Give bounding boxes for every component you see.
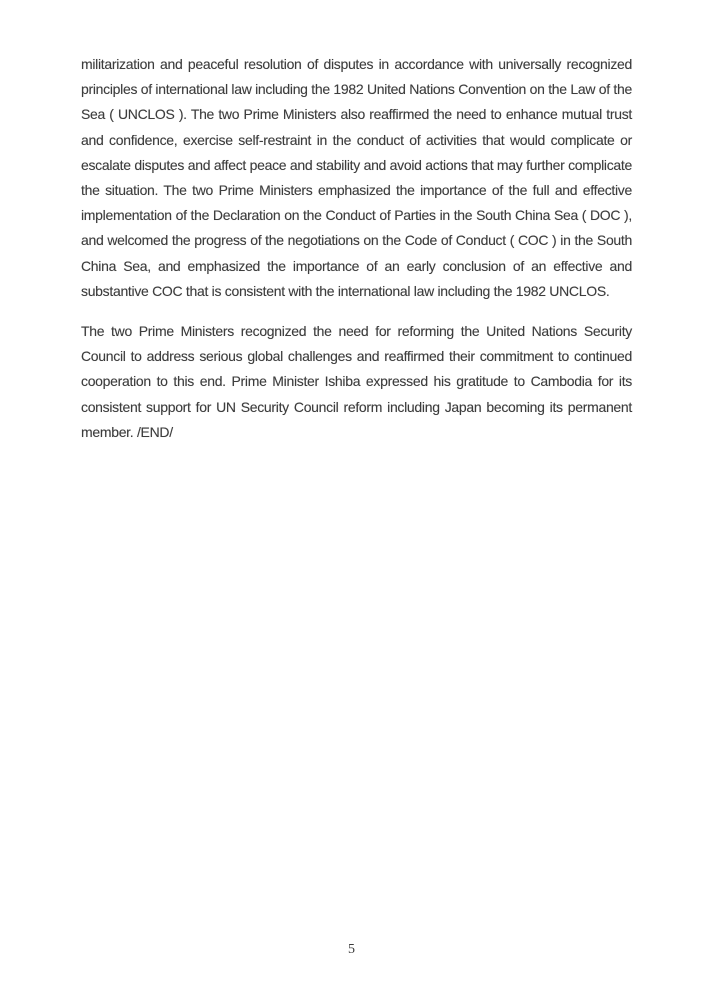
page-number: 5 [348,942,355,957]
document-body [81,52,632,445]
paragraph-militarization: militarization and peaceful resolution of disputes in accordance with universally recognized principles of international law including the 1982 United Nations Convention on the Law of the Sea ( UNCLOS ). The two Prime Ministers also reaffirmed the need to enhance mutual trust and confidence, exercise self-restraint in the conduct of activities that would complicate or escalate disputes and affect peace and stability and avoid actions that may further complicate the situation. The two Prime Ministers emphasized the importance of the full and effective implementation of the Declaration on the Conduct of Parties in the South China Sea ( DOC ), and welcomed the progress of the negotiations on the Code of Conduct ( COC ) in the South China Sea, and emphasized the importance of an early conclusion of an effective and substantive COC that is consistent with the international law including the 1982 UNCLOS. [81,56,632,299]
paragraph-un-security-council: The two Prime Ministers recognized the need for reforming the United Nations Security Council to address serious global challenges and reaffirmed their commitment to continued cooperation to this end. Prime Minister Ishiba expressed his gratitude to Cambodia for its consistent support for UN Security Council reform including Japan becoming its permanent member. /END/ [81,323,632,440]
